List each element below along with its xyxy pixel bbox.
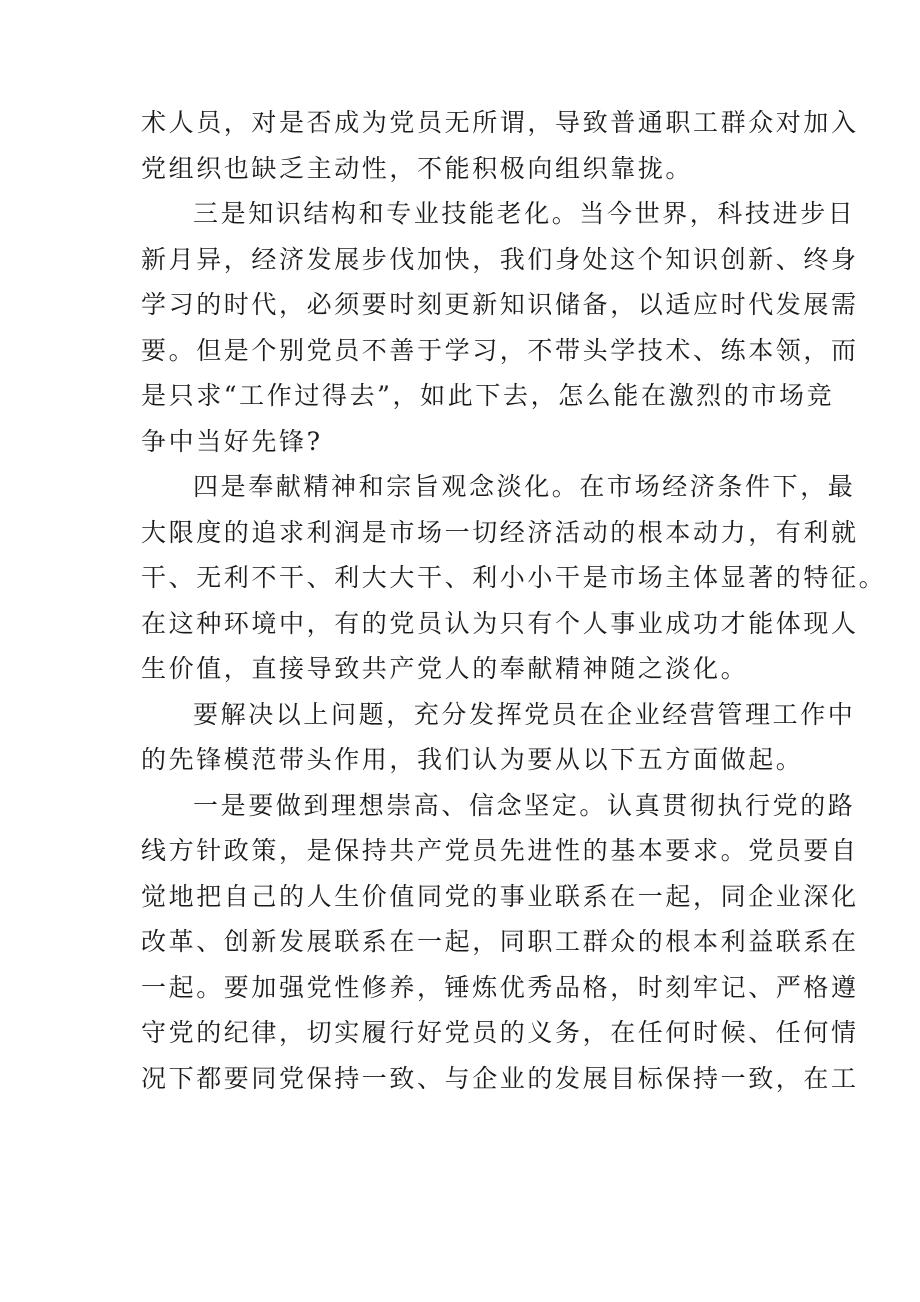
paragraph-5 xyxy=(141,783,859,1102)
text-line: 三是知识结构和专业技能老化。当今世界，科技进步日 xyxy=(193,199,856,228)
text-line: 改革、创新发展联系在一起，同职工群众的根本利益联系在 xyxy=(141,927,859,956)
text-line: 新月异，经济发展步伐加快，我们身处这个知识创新、终身 xyxy=(141,244,859,274)
text-line: 况下都要同党保持一致、与企业的发展目标保持一致，在工 xyxy=(141,1063,859,1093)
text-line: 觉地把自己的人生价值同党的事业联系在一起，同企业深化 xyxy=(141,881,859,911)
text-line: 线方针政策，是保持共产党员先进性的基本要求。党员要自 xyxy=(141,836,859,865)
paragraph-2 xyxy=(141,191,859,464)
text-line: 一是要做到理想崇高、信念坚定。认真贯彻执行党的路 xyxy=(193,790,856,820)
text-line: 守党的纪律，切实履行好党员的义务，在任何时候、任何情 xyxy=(141,1018,859,1047)
text-line: 争中当好先锋? xyxy=(141,426,323,456)
text-line: 干、无利不干、利大大干、利小小干是市场主体显著的特征。 xyxy=(141,563,887,592)
paragraph-1 xyxy=(141,100,859,191)
text-line: 大限度的追求利润是市场一切经济活动的根本动力，有利就 xyxy=(141,517,859,547)
document-body xyxy=(141,100,887,1101)
text-line: 的先锋模范带头作用，我们认为要从以下五方面做起。 xyxy=(141,745,804,774)
paragraph-4 xyxy=(141,692,856,783)
text-line: 在这种环境中，有的党员认为只有个人事业成功才能体现人 xyxy=(141,608,859,638)
text-line: 学习的时代，必须要时刻更新知识储备，以适应时代发展需 xyxy=(141,290,859,319)
text-line: 四是奉献精神和宗旨观念淡化。在市场经济条件下，最 xyxy=(193,472,856,501)
text-line: 生价值，直接导致共产党人的奉献精神随之淡化。 xyxy=(141,654,749,683)
text-line: 要。但是个别党员不善于学习，不带头学技术、练本领，而 xyxy=(141,335,859,365)
text-line: 是只求“工作过得去”，如此下去，怎么能在激烈的市场竞 xyxy=(141,381,835,410)
text-line: 一起。要加强党性修养，锤炼优秀品格，时刻牢记、严格遵 xyxy=(141,972,859,1002)
paragraph-3 xyxy=(141,464,887,692)
text-line: 术人员，对是否成为党员无所谓，导致普通职工群众对加入 xyxy=(141,108,859,137)
text-line: 党组织也缺乏主动性，不能积极向组织靠拢。 xyxy=(141,153,694,183)
text-line: 要解决以上问题，充分发挥党员在企业经营管理工作中 xyxy=(193,699,856,729)
